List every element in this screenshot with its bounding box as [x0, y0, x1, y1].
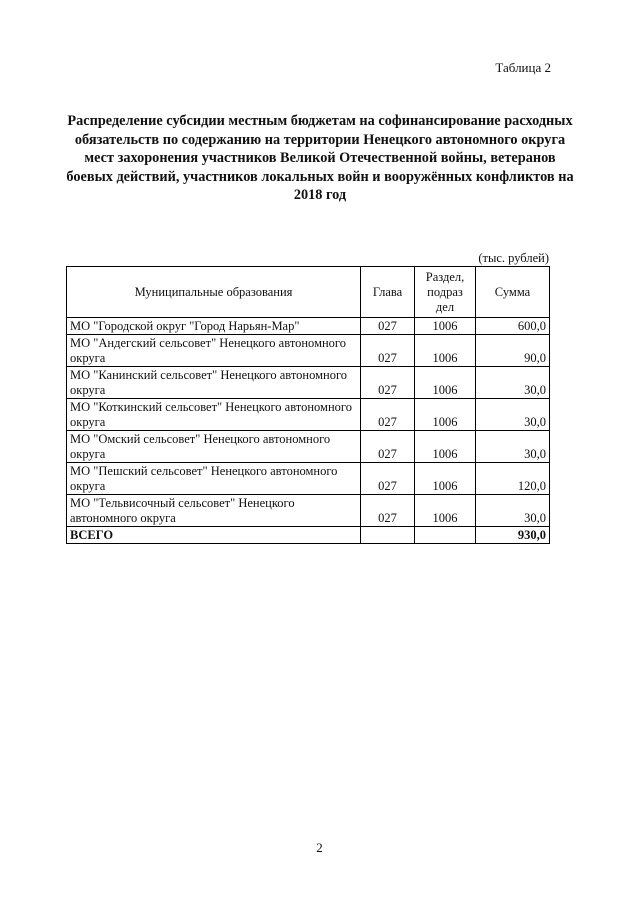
municipality-cell: МО "Омский сельсовет" Ненецкого автономного округа	[67, 431, 361, 463]
header-municipality: Муниципальные образования	[67, 267, 361, 318]
total-section-cell	[415, 527, 476, 544]
total-chapter-cell	[361, 527, 415, 544]
document-title: Распределение субсидии местным бюджетам на софинансирование расходных обязательств по содержанию на территории Ненецкого автономного округа мест захоронения участников Великой Отечественной войны, ветеранов боевых действий, участников локальных войн и вооружённых конфликтов на 2018 год	[66, 113, 574, 203]
table-row	[67, 431, 550, 463]
section-cell: 1006	[415, 318, 476, 335]
chapter-cell: 027	[361, 318, 415, 335]
chapter-cell: 027	[361, 335, 415, 367]
sum-cell: 30,0	[476, 431, 550, 463]
header-section: Раздел, подраз дел	[415, 267, 476, 318]
header-chapter: Глава	[361, 267, 415, 318]
section-cell: 1006	[415, 399, 476, 431]
total-label-cell: ВСЕГО	[67, 527, 361, 544]
units-label: (тыс. рублей)	[478, 251, 549, 265]
section-cell: 1006	[415, 367, 476, 399]
table-number-label: Таблица 2	[495, 60, 551, 75]
section-cell: 1006	[415, 431, 476, 463]
chapter-cell: 027	[361, 431, 415, 463]
page-number: 2	[316, 840, 323, 855]
chapter-cell: 027	[361, 495, 415, 527]
subsidy-distribution-table	[66, 266, 550, 544]
municipality-cell: МО "Тельвисочный сельсовет" Ненецкого автономного округа	[67, 495, 361, 527]
header-sum: Сумма	[476, 267, 550, 318]
chapter-cell: 027	[361, 463, 415, 495]
table-row	[67, 318, 550, 335]
chapter-cell: 027	[361, 399, 415, 431]
municipality-cell: МО "Пешский сельсовет" Ненецкого автономного округа	[67, 463, 361, 495]
table-row	[67, 335, 550, 367]
sum-cell: 120,0	[476, 463, 550, 495]
sum-cell: 600,0	[476, 318, 550, 335]
section-cell: 1006	[415, 335, 476, 367]
municipality-cell: МО "Коткинский сельсовет" Ненецкого автономного округа	[67, 399, 361, 431]
sum-cell: 30,0	[476, 495, 550, 527]
table-row	[67, 399, 550, 431]
municipality-cell: МО "Андегский сельсовет" Ненецкого автономного округа	[67, 335, 361, 367]
total-sum-cell: 930,0	[476, 527, 550, 544]
section-cell: 1006	[415, 495, 476, 527]
table-header-row	[67, 267, 550, 318]
municipality-cell: МО "Канинский сельсовет" Ненецкого автономного округа	[67, 367, 361, 399]
municipality-cell: МО "Городской округ "Город Нарьян-Мар"	[67, 318, 361, 335]
table-row	[67, 367, 550, 399]
table-row	[67, 463, 550, 495]
sum-cell: 30,0	[476, 367, 550, 399]
chapter-cell: 027	[361, 367, 415, 399]
sum-cell: 30,0	[476, 399, 550, 431]
section-cell: 1006	[415, 463, 476, 495]
sum-cell: 90,0	[476, 335, 550, 367]
total-row	[67, 527, 550, 544]
table-row	[67, 495, 550, 527]
